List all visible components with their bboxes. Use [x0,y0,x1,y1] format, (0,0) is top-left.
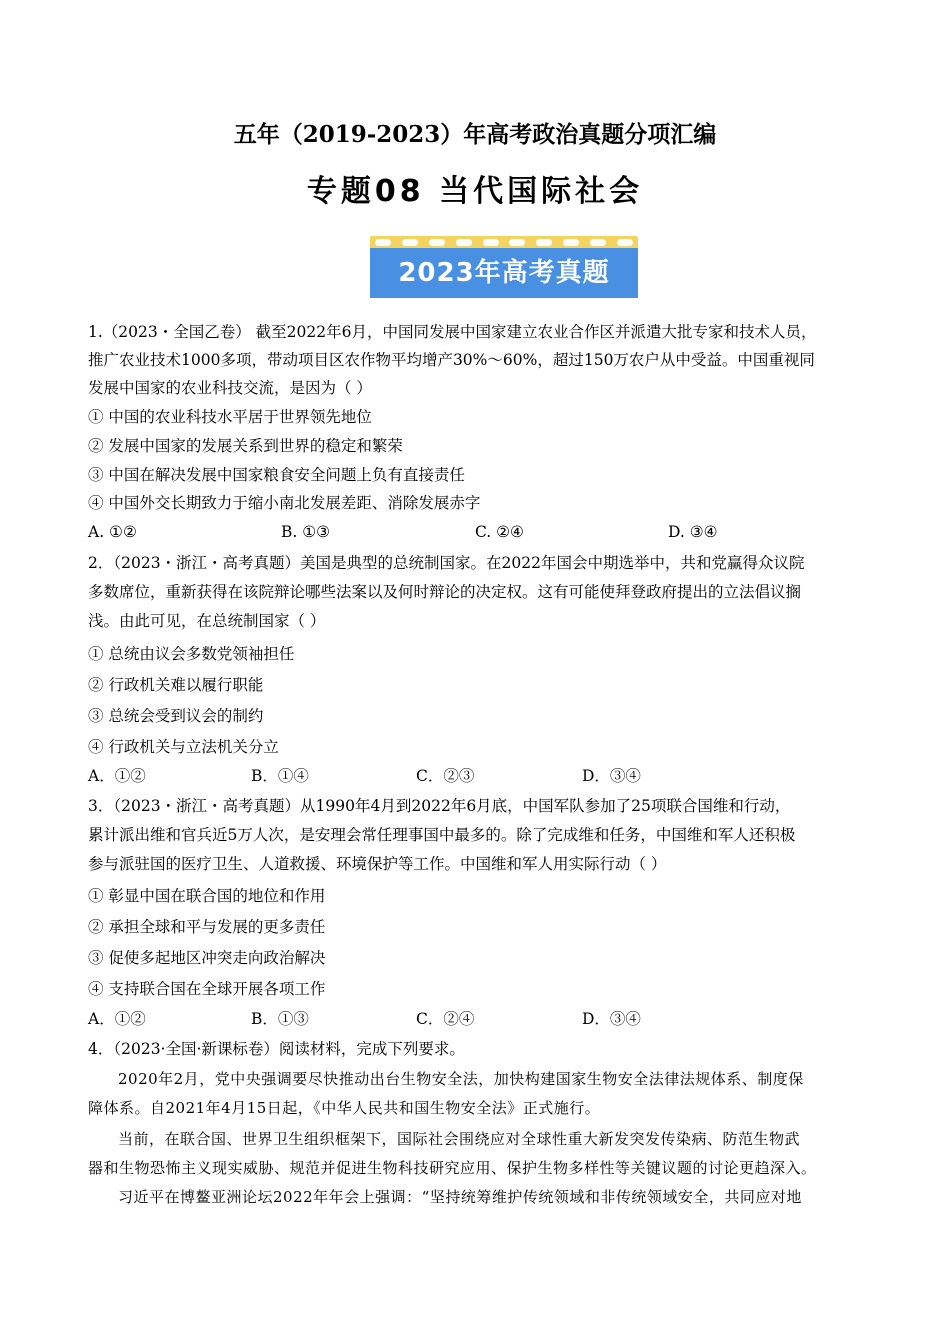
statement-item: ① 总统由议会多数党领袖担任 [88,645,295,663]
statement-item: ④ 行政机关与立法机关分立 [88,738,279,756]
banner-dot [375,239,391,246]
banner-dot [429,239,445,246]
option-c: C．②④ [416,1010,475,1028]
option-d: D．③④ [582,1010,641,1028]
banner-dot [509,239,525,246]
material-paragraph: 2020年2月，党中央强调要尽快推动出台生物安全法，加快构建国家生物安全法律法规体系、制度保 [118,1070,804,1088]
question-line: 3．（2023・浙江・高考真题）从1990年4月到2022年6月底，中国军队参加了25项联合国维和行动， [88,797,791,815]
banner-dot [563,239,579,246]
option-b: B. ①③ [281,523,331,541]
banner-dot [402,239,418,246]
question-line: 发展中国家的农业科技交流，是因为（ ） [88,379,372,397]
question-line: 浅。由此可见，在总统制国家（ ） [88,612,326,630]
option-a: A．①② [88,767,146,785]
statement-item: ③ 中国在解决发展中国家粮食安全问题上负有直接责任 [88,466,465,484]
question-line: 多数席位，重新获得在该院辩论哪些法案以及何时辩论的决定权。这有可能使拜登政府提出的立法倡议搁 [88,583,802,601]
question-line: 累计派出维和官兵近5万人次，是安理会常任理事国中最多的。除了完成维和任务，中国维和军人还积极 [88,826,796,844]
statement-item: ② 发展中国家的发展关系到世界的稳定和繁荣 [88,437,403,455]
question-line: 参与派驻国的医疗卫生、人道救援、环境保护等工作。中国维和军人用实际行动（ ） [88,855,667,873]
option-c: C．②③ [416,767,475,785]
banner-dot [590,239,606,246]
option-a: A. ①② [88,523,137,541]
option-a: A．①② [88,1010,146,1028]
option-d: D．③④ [582,767,641,785]
section-banner [370,236,638,298]
statement-item: ① 中国的农业科技水平居于世界领先地位 [88,408,372,426]
banner-dots [370,239,638,246]
option-d: D. ③④ [668,523,718,541]
question-line: 推广农业技术1000多项，带动项目区农作物平均增产30%～60%，超过150万农户从中受益。中国重视同 [88,351,815,369]
banner-dot [456,239,472,246]
document-subtitle: 专题08 当代国际社会 [306,174,644,209]
material-paragraph: 障体系。自2021年4月15日起，《中华人民共和国生物安全法》正式施行。 [88,1099,601,1117]
statement-item: ① 彰显中国在联合国的地位和作用 [88,887,326,905]
statement-item: ④ 支持联合国在全球开展各项工作 [88,980,326,998]
banner-label: 2023年高考真题 [370,248,638,298]
material-paragraph: 习近平在博鳌亚洲论坛2022年年会上强调：“坚持统筹维护传统领域和非传统领域安全，共同应对地 [118,1188,802,1206]
question-line: 4．（2023·全国·新课标卷）阅读材料，完成下列要求。 [88,1040,465,1058]
question-line: 2．（2023・浙江・高考真题）美国是典型的总统制国家。在2022年国会中期选举中，共和党赢得众议院 [88,554,805,572]
banner-dot [536,239,552,246]
statement-item: ③ 总统会受到议会的制约 [88,707,264,725]
statement-item: ② 承担全球和平与发展的更多责任 [88,918,326,936]
banner-dot [483,239,499,246]
option-c: C. ②④ [475,523,524,541]
material-paragraph: 当前，在联合国、世界卫生组织框架下，国际社会围绕应对全球性重大新发突发传染病、防范生物武 [118,1130,801,1148]
banner-dot [617,239,633,246]
statement-item: ③ 促使多起地区冲突走向政治解决 [88,949,326,967]
question-line: 1.（2023・全国乙卷） 截至2022年6月，中国同发展中国家建立农业合作区并派遣大批专家和技术人员， [88,323,817,341]
statement-item: ④ 中国外交长期致力于缩小南北发展差距、消除发展赤字 [88,494,481,512]
statement-item: ② 行政机关难以履行职能 [88,676,264,694]
option-b: B．①③ [251,1010,309,1028]
material-paragraph: 器和生物恐怖主义现实威胁、规范并促进生物科技研究应用、保护生物多样性等关键议题的讨论更趋深入。 [88,1159,817,1177]
option-b: B．①④ [251,767,309,785]
document-title: 五年（2019-2023）年高考政治真题分项汇编 [233,121,717,148]
